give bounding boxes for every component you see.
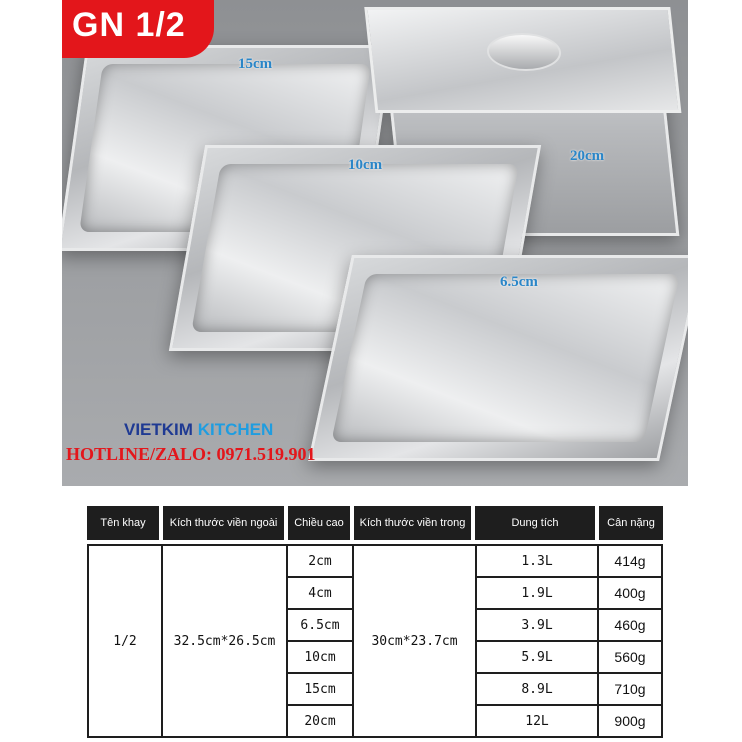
product-photo — [62, 0, 688, 486]
brand-name-part1: VIETKIM — [124, 420, 193, 439]
outer-size-cell: 32.5cm*26.5cm — [161, 544, 288, 738]
pan-6-5cm — [308, 255, 688, 461]
inner-size-cell: 30cm*23.7cm — [352, 544, 477, 738]
tray-name-cell: 1/2 — [87, 544, 163, 738]
capacity-cell: 8.9L — [475, 672, 599, 706]
capacity-cell: 12L — [475, 704, 599, 738]
header-weight: Cân nặng — [599, 506, 663, 540]
capacity-cell: 1.3L — [475, 544, 599, 578]
height-cell: 6.5cm — [286, 608, 354, 642]
header-tray-name: Tên khay — [87, 506, 159, 540]
brand-name — [124, 420, 273, 440]
header-capacity: Dung tích — [475, 506, 595, 540]
dimension-label-10cm: 10cm — [348, 157, 383, 173]
weight-cell: 710g — [597, 672, 663, 706]
weight-cell: 460g — [597, 608, 663, 642]
header-height: Chiều cao — [288, 506, 350, 540]
height-cell: 15cm — [286, 672, 354, 706]
header-inner-size: Kích thước viền trong — [354, 506, 471, 540]
badge-title: GN 1/2 — [72, 6, 186, 44]
height-cell: 10cm — [286, 640, 354, 674]
header-outer-size: Kích thước viền ngoài — [163, 506, 284, 540]
capacity-cell: 3.9L — [475, 608, 599, 642]
hotline-text: HOTLINE/ZALO: 0971.519.901 — [66, 444, 316, 464]
weight-cell: 560g — [597, 640, 663, 674]
weight-cell: 414g — [597, 544, 663, 578]
pan-6-5cm-inner — [331, 274, 680, 442]
capacity-cell: 5.9L — [475, 640, 599, 674]
brand-name-part2: KITCHEN — [197, 420, 274, 439]
dimension-label-20cm: 20cm — [570, 148, 605, 164]
height-cell: 20cm — [286, 704, 354, 738]
weight-cell: 900g — [597, 704, 663, 738]
dimension-label-6-5cm: 6.5cm — [500, 274, 538, 290]
height-cell: 4cm — [286, 576, 354, 610]
spec-table — [87, 506, 663, 738]
height-cell: 2cm — [286, 544, 354, 578]
gn-badge — [62, 0, 214, 58]
capacity-cell: 1.9L — [475, 576, 599, 610]
dimension-label-15cm: 15cm — [238, 56, 273, 72]
weight-cell: 400g — [597, 576, 663, 610]
